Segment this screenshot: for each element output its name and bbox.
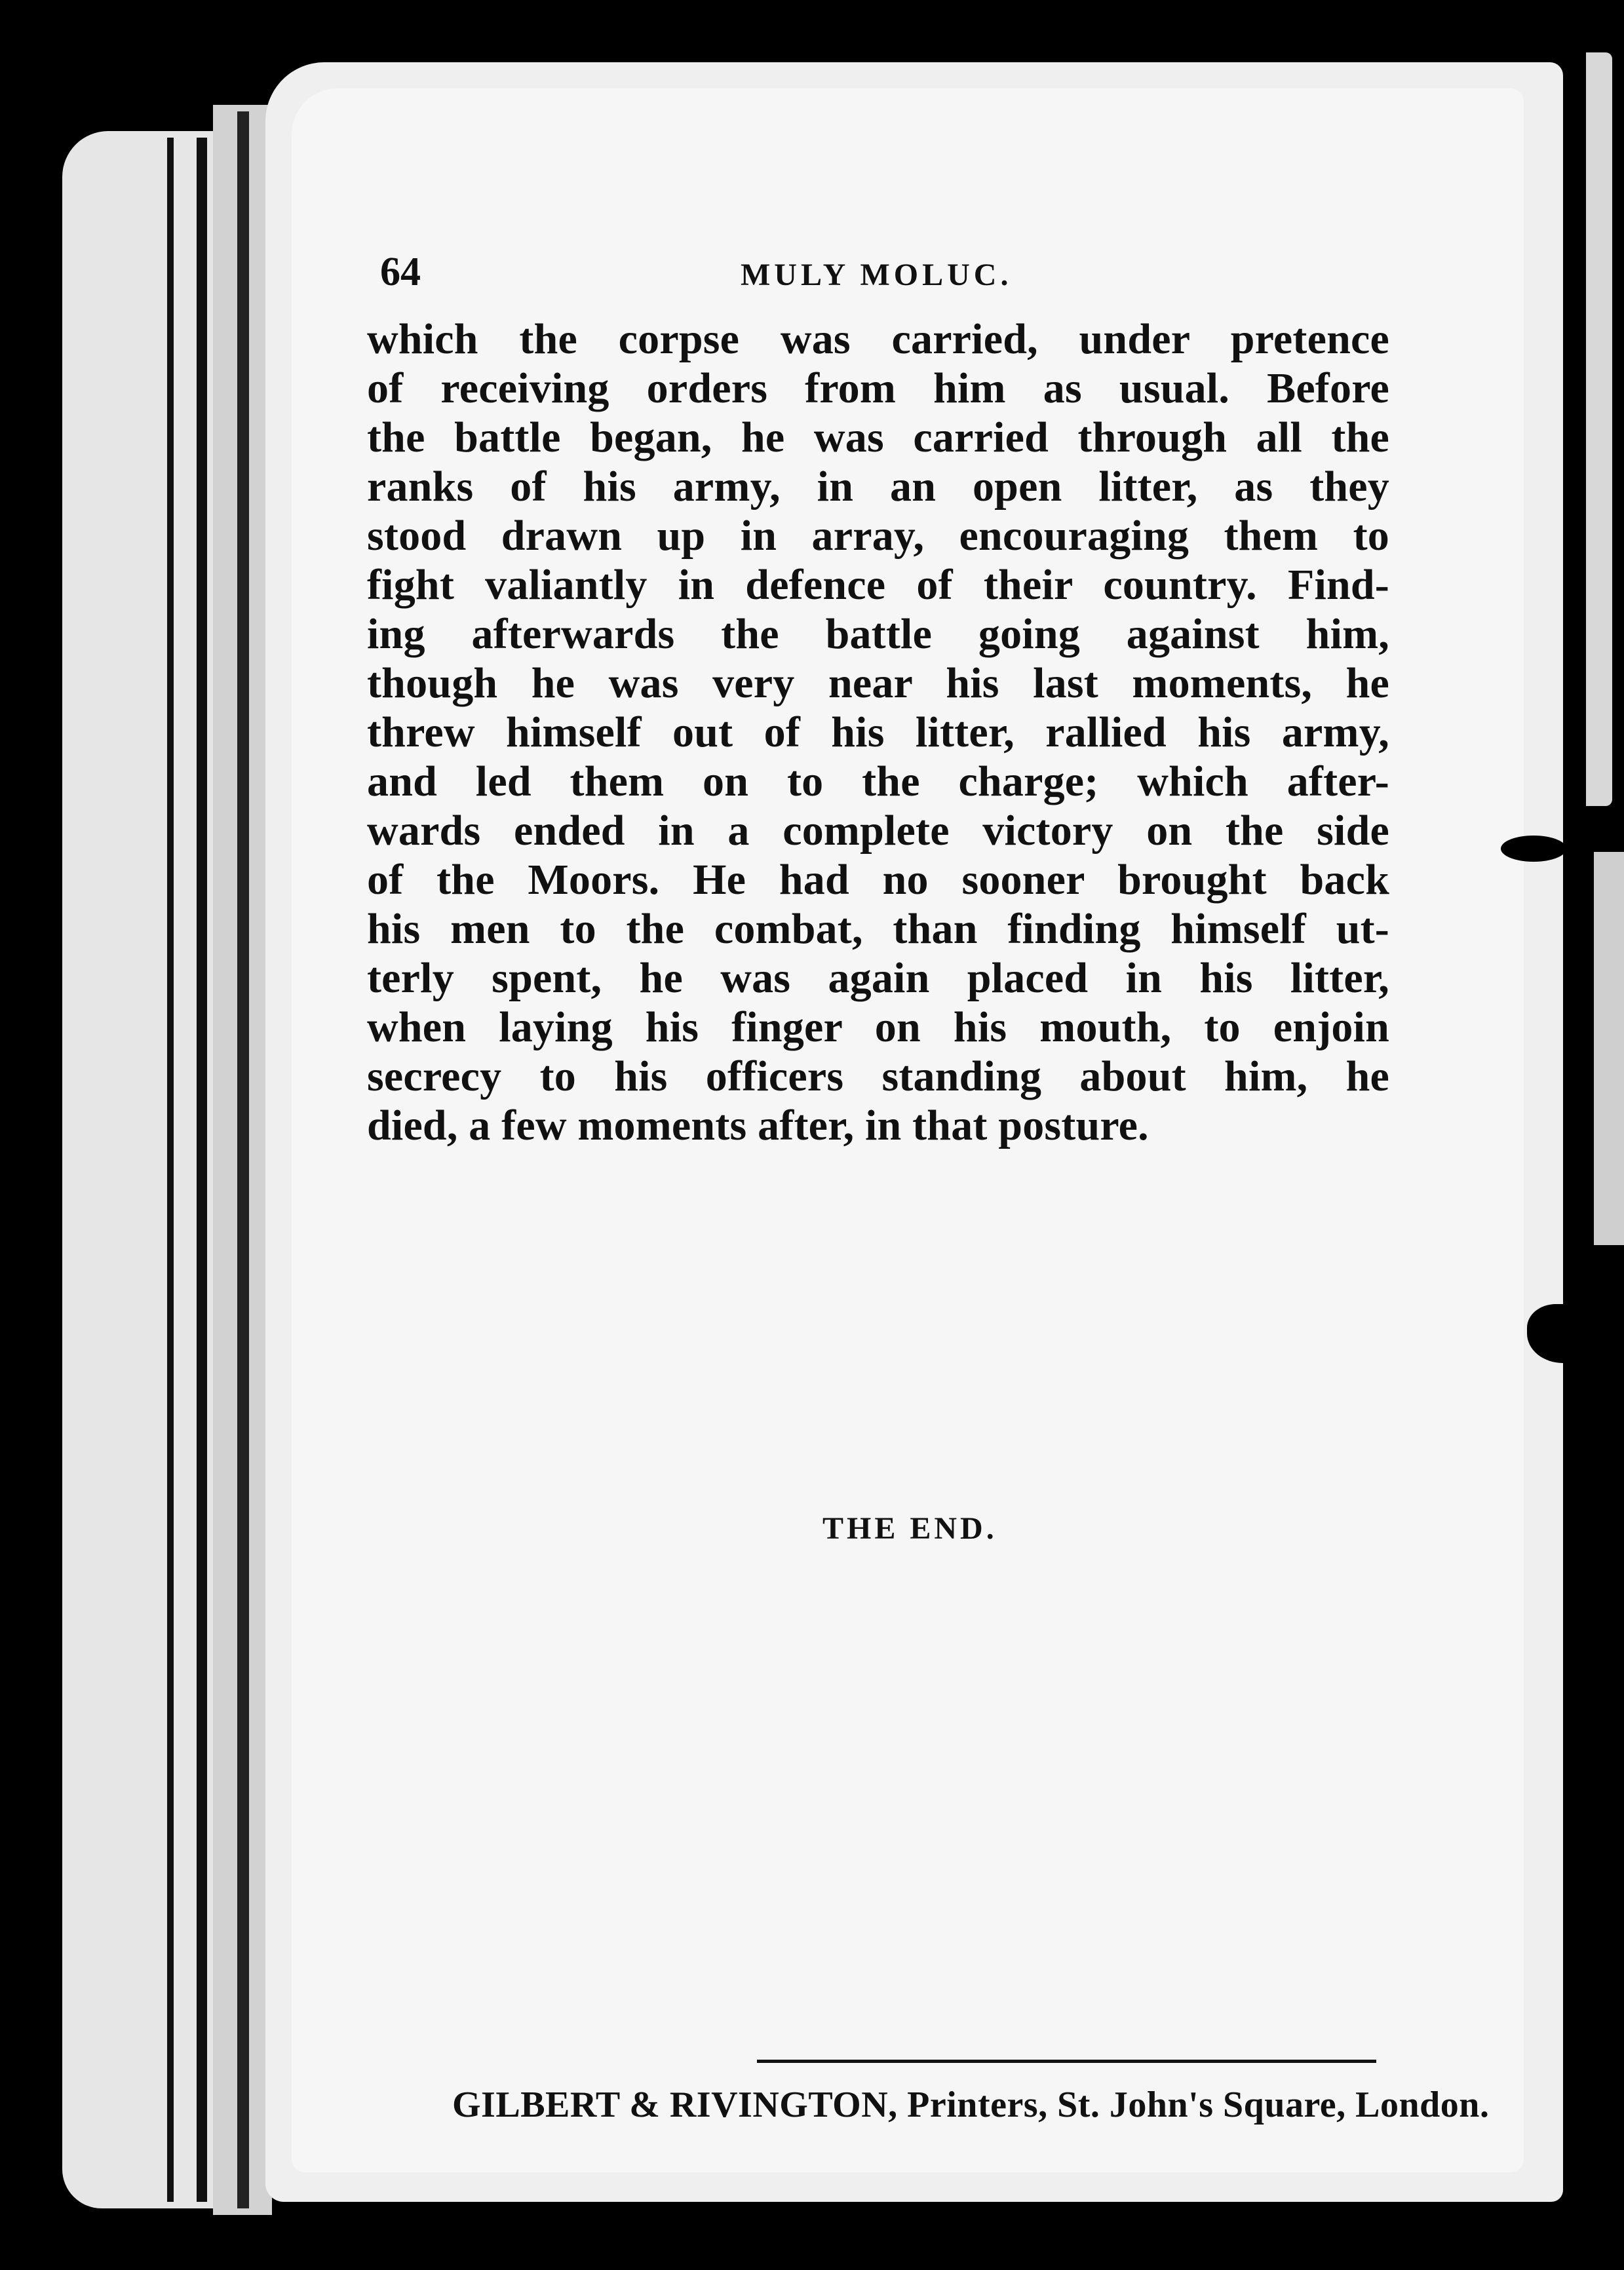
running-title: MULY MOLUC. <box>741 258 1013 292</box>
page-edge-line <box>197 138 207 2202</box>
text-line: ing afterwards the battle going against him, <box>367 610 1389 658</box>
torn-mark <box>1501 836 1566 862</box>
text-line: when laying his finger on his mouth, to enjoin <box>367 1003 1389 1051</box>
page-edge-line <box>237 111 249 2208</box>
next-page-edge-lower <box>1594 852 1624 1245</box>
page-edge-line <box>167 138 174 2202</box>
page-stack-edge <box>62 131 213 2208</box>
running-header <box>367 223 1389 295</box>
text-line: threw himself out of his litter, rallied his army, <box>367 708 1389 756</box>
text-line: terly spent, he was again placed in his litter, <box>367 954 1389 1002</box>
text-line: wards ended in a complete victory on the side <box>367 807 1389 855</box>
text-line: and led them on to the charge; which after- <box>367 758 1389 805</box>
text-line: which the corpse was carried, under pretence <box>367 315 1389 363</box>
text-line: ranks of his army, in an open litter, as they <box>367 463 1389 510</box>
text-line: fight valiantly in defence of their country. Find- <box>367 561 1389 609</box>
next-page-edge <box>1586 52 1612 806</box>
text-line: his men to the combat, than finding himself ut- <box>367 905 1389 953</box>
text-line: though he was very near his last moments, he <box>367 659 1389 707</box>
text-line: secrecy to his officers standing about him, he <box>367 1052 1389 1100</box>
body-text <box>367 315 1389 1150</box>
text-line: died, a few moments after, in that posture. <box>367 1102 1149 1149</box>
page-number: 64 <box>380 250 421 294</box>
printer-imprint: GILBERT & RIVINGTON, Printers, St. John's Square, London. <box>452 2085 1490 2125</box>
text-line: stood drawn up in array, encouraging them to <box>367 512 1389 560</box>
torn-mark <box>1527 1304 1599 1363</box>
text-line: of receiving orders from him as usual. Before <box>367 364 1389 412</box>
text-line: of the Moors. He had no sooner brought back <box>367 856 1389 904</box>
text-line: the battle began, he was carried through all the <box>367 414 1389 461</box>
the-end-heading: THE END. <box>822 1511 997 1546</box>
page-content <box>367 223 1389 1150</box>
imprint-rule <box>757 2060 1376 2063</box>
